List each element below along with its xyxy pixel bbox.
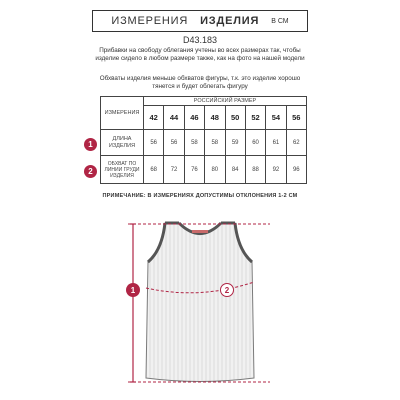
value-cell: 92 xyxy=(266,156,286,184)
stretch-note: Обхваты изделия меньше обхватов фигуры, т.к. это изделие хорошо тянется и будет облегать фигуру xyxy=(99,75,301,90)
row-label: ДЛИНА ИЗДЕЛИЯ xyxy=(108,135,136,149)
value-cell: 60 xyxy=(245,130,265,156)
value-cell: 84 xyxy=(225,156,245,184)
chest-marker: 2 xyxy=(220,283,234,297)
size-cell: 54 xyxy=(266,106,286,130)
size-cell: 50 xyxy=(225,106,245,130)
header-title: ИЗМЕРЕНИЯ xyxy=(111,15,189,27)
tank-top-body xyxy=(146,223,254,382)
value-cell: 62 xyxy=(286,130,306,156)
length-marker: 1 xyxy=(126,283,140,297)
value-cell: 88 xyxy=(245,156,265,184)
value-cell: 56 xyxy=(164,130,184,156)
row-number-badge-2: 2 xyxy=(84,165,97,178)
header-unit: В СМ xyxy=(271,17,289,25)
size-cell: 42 xyxy=(144,106,164,130)
value-cell: 80 xyxy=(205,156,225,184)
measure-header: ИЗМЕРЕНИЯ xyxy=(104,109,140,116)
value-cell: 59 xyxy=(225,130,245,156)
value-cell: 58 xyxy=(205,130,225,156)
value-cell: 61 xyxy=(266,130,286,156)
fit-note: Прибавки на свободу облегания учтены во всех размерах так, чтобы изделие сидело в любом размере также, как на фото на нашей модели xyxy=(95,47,305,62)
value-cell: 96 xyxy=(286,156,306,184)
size-cell: 52 xyxy=(245,106,265,130)
size-cell: 44 xyxy=(164,106,184,130)
article-number: D43.183 xyxy=(182,35,218,45)
header-title-bold: ИЗДЕЛИЯ xyxy=(200,15,260,27)
size-cell: 46 xyxy=(184,106,204,130)
tolerance-note: ПРИМЕЧАНИЕ: В ИЗМЕРЕНИЯХ ДОПУСТИМЫ ОТКЛОНЕНИЯ 1-2 СМ xyxy=(102,193,298,199)
value-cell: 68 xyxy=(144,156,164,184)
brand-label xyxy=(192,230,208,233)
size-header: РОССИЙСКИЙ РАЗМЕР xyxy=(193,97,257,104)
value-cell: 76 xyxy=(184,156,204,184)
value-cell: 56 xyxy=(144,130,164,156)
value-cell: 72 xyxy=(164,156,184,184)
row-number-badge-1: 1 xyxy=(84,138,97,151)
size-cell: 56 xyxy=(286,106,306,130)
value-cell: 58 xyxy=(184,130,204,156)
row-label: ОБХВАТ ПО ЛИНИИ ГРУДИ ИЗДЕЛИЯ xyxy=(104,160,140,179)
size-cell: 48 xyxy=(205,106,225,130)
